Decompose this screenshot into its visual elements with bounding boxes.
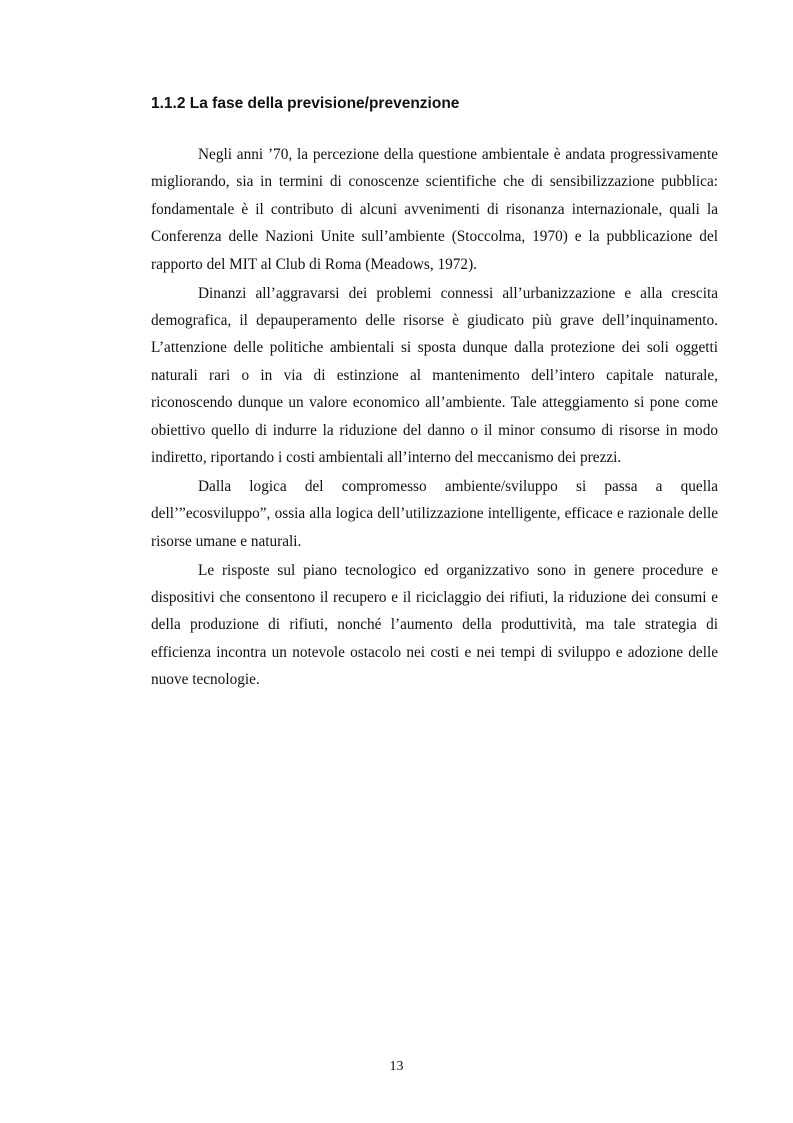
section-heading: 1.1.2 La fase della previsione/prevenzione <box>151 95 460 112</box>
paragraph-1: Negli anni ’70, la percezione della questione ambientale è andata progressivamente migliorando, sia in termini di conoscenze scientifiche che di sensibilizzazione pubblica: fondamentale è il contributo di alcuni avvenimenti di risonanza internazionale, quali la Conferenza delle Nazioni Unite sull’ambiente (Stoccolma, 1970) e la pubblicazione del rapporto del MIT al Club di Roma (Meadows, 1972). <box>151 146 718 273</box>
paragraph-4: Le risposte sul piano tecnologico ed organizzativo sono in genere procedure e dispositivi che consentono il recupero e il riciclaggio dei rifiuti, la riduzione dei consumi e della produzione di rifiuti, nonché l’aumento della produttività, ma tale strategia di efficienza incontra un notevole ostacolo nei costi e nei tempi di sviluppo e adozione delle nuove tecnologie. <box>151 561 718 689</box>
body-text <box>151 141 718 695</box>
page-number: 13 <box>389 1059 404 1074</box>
paragraph-2: Dinanzi all’aggravarsi dei problemi connessi all’urbanizzazione e alla crescita demografica, il depauperamento delle risorse è giudicato più grave dell’inquinamento. L’attenzione delle politiche ambientali si sposta dunque dalla protezione dei soli oggetti naturali rari o in via di estinzione al mantenimento dell’intero capitale naturale, riconoscendo dunque un valore economico all’ambiente. Tale atteggiamento si pone come obiettivo quello di indurre la riduzione del danno o il minor consumo di risorse in modo indiretto, riportando i costi ambientali all’interno del meccanismo dei prezzi. <box>151 284 718 466</box>
paragraph-3: Dalla logica del compromesso ambiente/sviluppo si passa a quella dell’”ecosviluppo”, ossia alla logica dell’utilizzazione intelligente, efficace e razionale delle risorse umane e naturali. <box>151 477 718 550</box>
